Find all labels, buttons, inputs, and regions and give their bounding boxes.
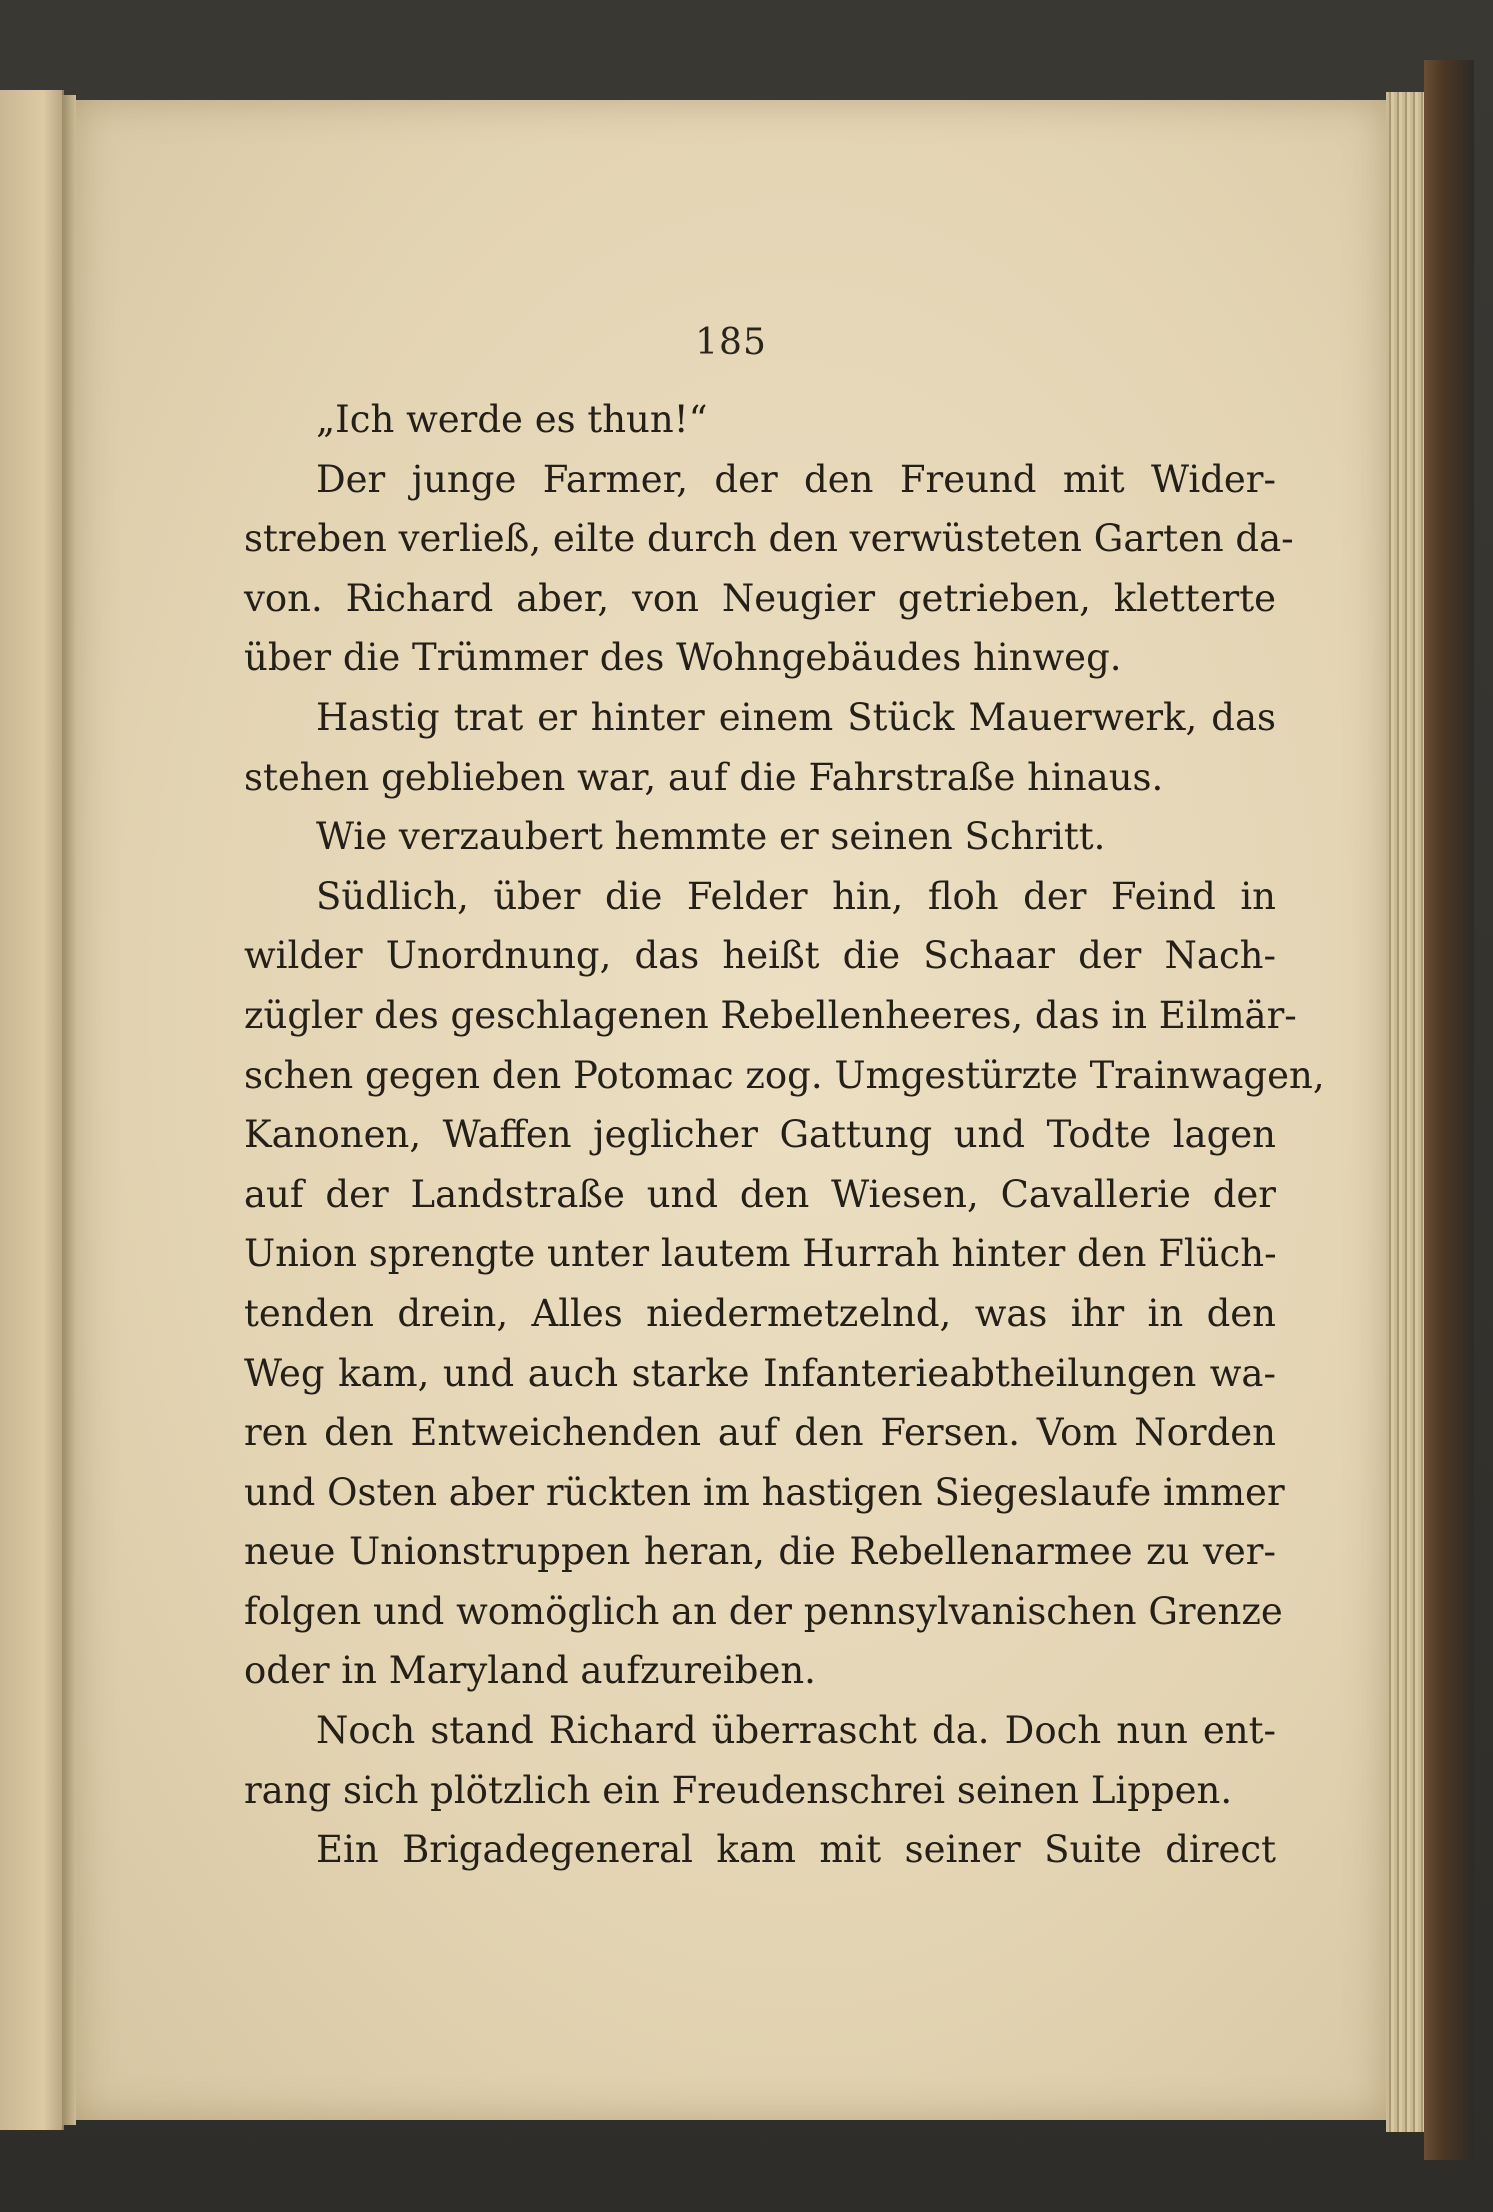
text-line: Hastig trat er hinter einem Stück Mauerwerk, das (316, 695, 1276, 739)
page-number: 185 (695, 322, 767, 363)
text-line: und Osten aber rückten im hastigen Siegeslaufe immer (244, 1470, 1285, 1514)
text-line: streben verließ, eilte durch den verwüsteten Garten da- (244, 517, 1294, 561)
text-line: Der junge Farmer, der den Freund mit Wider- (316, 457, 1276, 501)
text-line: zügler des geschlagenen Rebellenheeres, das in Eilmär- (244, 993, 1297, 1037)
text-line: folgen und womöglich an der pennsylvanischen Grenze (244, 1589, 1283, 1633)
text-line: Südlich, über die Felder hin, floh der Feind in (316, 874, 1276, 918)
book-cover-edge (1424, 60, 1474, 2160)
page-text (244, 390, 1325, 1880)
text-line: Wie verzaubert hemmte er seinen Schritt. (316, 815, 1106, 859)
book-page (76, 100, 1386, 2120)
text-line: von. Richard aber, von Neugier getrieben, kletterte (244, 576, 1276, 620)
text-line: Union sprengte unter lautem Hurrah hinter den Flüch- (244, 1232, 1277, 1276)
text-line: neue Unionstruppen heran, die Rebellenarmee zu ver- (244, 1530, 1276, 1574)
text-line: schen gegen den Potomac zog. Umgestürzte Trainwagen, (244, 1053, 1325, 1097)
text-line: rang sich plötzlich ein Freudenschrei seinen Lippen. (244, 1768, 1233, 1812)
text-line: „Ich werde es thun!“ (316, 398, 708, 441)
text-line: Kanonen, Waffen jeglicher Gattung und Todte lagen (244, 1113, 1276, 1157)
text-line: tenden drein, Alles niedermetzelnd, was ihr in den (244, 1291, 1276, 1335)
text-line: Ein Brigadegeneral kam mit seiner Suite direct (316, 1828, 1276, 1872)
book-gutter (62, 95, 76, 2125)
text-line: über die Trümmer des Wohngebäudes hinweg. (244, 636, 1122, 680)
page-edges (1386, 92, 1426, 2132)
text-line: ren den Entweichenden auf den Fersen. Vom Norden (244, 1411, 1276, 1455)
text-line: auf der Landstraße und den Wiesen, Cavallerie der (244, 1172, 1276, 1216)
text-line: wilder Unordnung, das heißt die Schaar der Nach- (244, 934, 1276, 978)
text-line: Noch stand Richard überrascht da. Doch nun ent- (316, 1709, 1276, 1753)
previous-page-edge (0, 90, 64, 2130)
text-line: oder in Maryland aufzureiben. (244, 1649, 816, 1693)
text-line: Weg kam, und auch starke Infanterieabtheilungen wa- (244, 1351, 1276, 1395)
text-line: stehen geblieben war, auf die Fahrstraße hinaus. (244, 755, 1164, 799)
